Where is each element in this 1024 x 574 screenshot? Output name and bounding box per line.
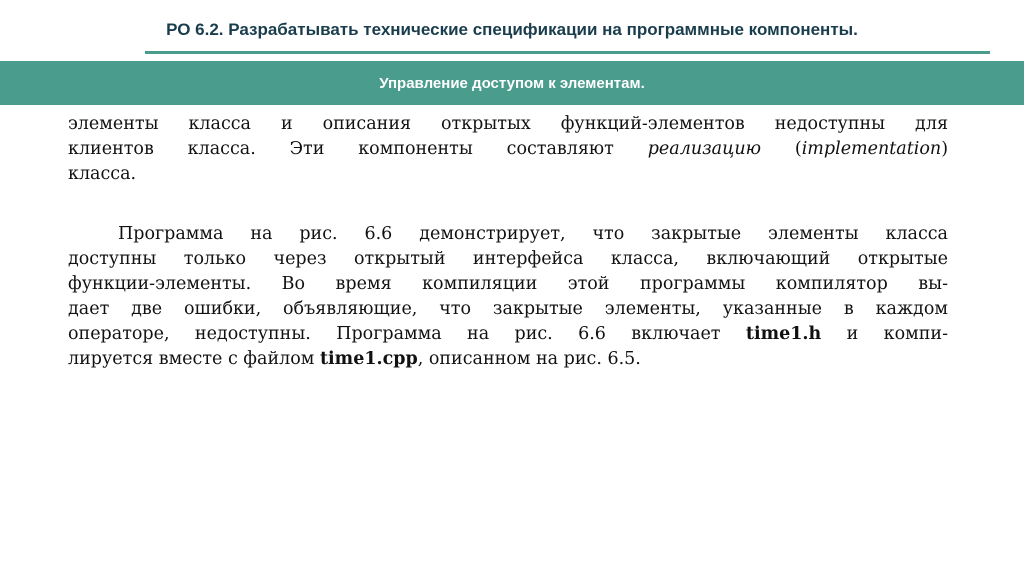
text-line [68, 137, 948, 162]
text-line: Программа на рис. 6.6 демонстрирует, что закрытые элементы класса [118, 224, 948, 244]
text-line: дает две ошибки, объявляющие, что закрытые элементы, указанные в каждом [68, 299, 948, 319]
close-paren: ) [941, 139, 949, 159]
italic-term: реализацию [647, 139, 761, 159]
text-line [68, 347, 948, 372]
scanned-text-block [68, 112, 948, 372]
text-fragment: клиентов класса. Эти компоненты составляют [68, 139, 614, 159]
text-fragment: операторе, недоступны. Программа на рис. 6.6 включает [68, 324, 721, 344]
italic-english-term: implementation [801, 139, 942, 159]
paragraph-2 [68, 222, 948, 372]
file-name-source: time1.cpp [319, 349, 418, 369]
file-name-header: time1.h [745, 324, 822, 344]
title-divider [145, 51, 990, 54]
open-paren: ( [761, 139, 802, 159]
text-fragment: лируется вместе с файлом [68, 349, 315, 369]
text-line: доступны только через открытый интерфейса класса, включающий открытые [68, 249, 948, 269]
text-line: элементы класса и описания открытых функций-элементов недоступны для [68, 114, 948, 134]
paragraph-1 [68, 112, 948, 187]
text-line [68, 322, 948, 347]
text-fragment: и компи- [821, 324, 948, 344]
slide-title: РО 6.2. Разрабатывать технические спецификации на программные компоненты. [166, 20, 858, 39]
section-heading: Управление доступом к элементам. [379, 74, 645, 92]
text-line: функции-элементы. Во время компиляции этой программы компилятор вы- [68, 274, 948, 294]
section-banner [0, 61, 1024, 105]
text-fragment: , описанном на рис. 6.5. [417, 349, 641, 369]
text-line: класса. [68, 164, 137, 184]
